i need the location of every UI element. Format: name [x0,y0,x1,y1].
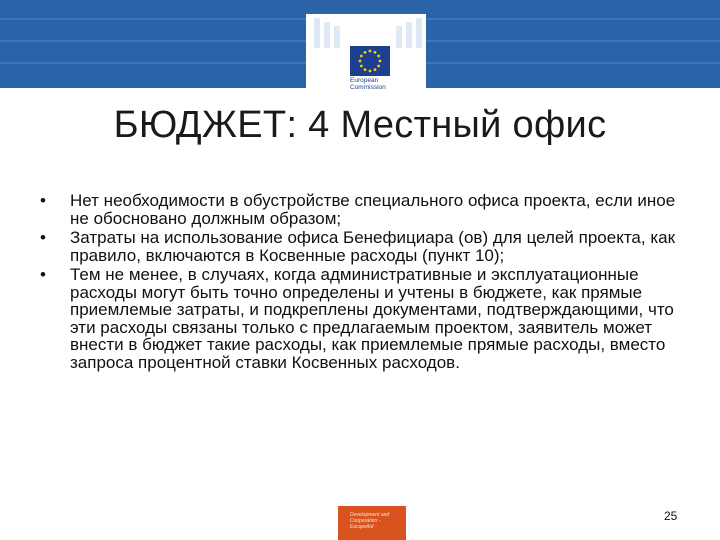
bullet-dot-icon: • [40,191,46,210]
eu-star-icon [369,70,372,73]
page-number: 25 [664,509,678,523]
bullet-text: Затраты на использование офиса Бенефициара (ов) для целей проекта, как правило, включаются в Косвенные расходы (пункт 10); [70,228,676,265]
bullet-list [40,192,680,373]
footer-logo-line: Development and [350,512,390,518]
europeaid-logo [338,506,406,540]
eu-flag-icon [350,46,390,76]
eu-star-icon [364,68,367,71]
logo-building-bar [314,18,320,48]
footer-logo-line: EuropeAid [350,524,374,530]
footer-logo-line: Cooperation - [350,518,381,524]
eu-star-icon [360,65,363,68]
eu-star-icon [374,51,377,54]
bullet-item [40,229,680,264]
logo-text-line: Commission [350,84,386,91]
logo-building-bar [406,22,412,48]
bullet-item [40,192,680,227]
logo-text-line: European [350,77,379,84]
eu-star-icon [369,50,372,53]
logo-building-bar [416,18,422,48]
bullet-text: Тем не менее, в случаях, когда административные и эксплуатационные расходы могут быть точно определены и учтены в бюджете, как прямые приемлемые затраты, и подкреплены документами, подтверждающими, что эти расходы связаны только с предлагаемым проектом, заявитель может внести в бюджет такие расходы, как приемлемые прямые расходы, вместо запроса процентной ставки Косвенных расходов. [70,265,674,372]
bullet-dot-icon: • [40,265,46,284]
bullet-item [40,266,680,371]
eu-star-icon [360,55,363,58]
logo-building-bar [324,22,330,48]
bullet-dot-icon: • [40,228,46,247]
eu-star-icon [379,60,382,63]
eu-star-icon [377,55,380,58]
eu-star-icon [359,60,362,63]
eu-star-icon [364,51,367,54]
bullet-text: Нет необходимости в обустройстве специального офиса проекта, если иное не обосновано должным образом; [70,191,676,228]
european-commission-logo [306,14,426,96]
slide-title: БЮДЖЕТ: 4 Местный офис [113,104,607,146]
logo-building-bar [334,26,340,48]
eu-star-icon [374,68,377,71]
logo-text [350,77,386,91]
logo-building-bar [396,26,402,48]
eu-star-icon [377,65,380,68]
